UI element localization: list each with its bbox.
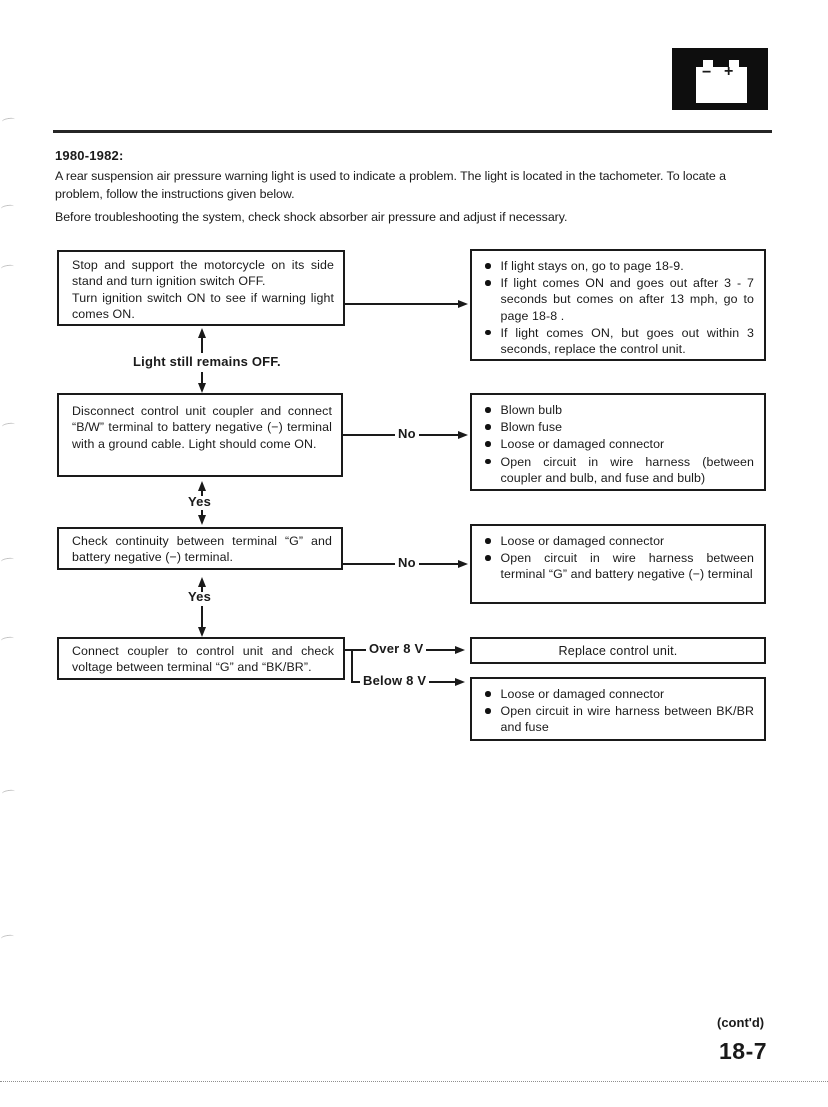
scan-artifact [1, 557, 15, 564]
list-item [472, 402, 764, 418]
arrowhead-right-icon [455, 678, 465, 686]
result-box-2 [470, 393, 766, 491]
no-label-2: No [395, 555, 419, 570]
bullet-icon [485, 424, 491, 430]
result-1-bullet: If light stays on, go to page 18-9. [500, 259, 684, 273]
scan-artifact [1, 204, 15, 211]
result-box-3 [470, 524, 766, 604]
scan-artifact [1, 264, 15, 271]
result-1-bullet: If light comes ON, but goes out within 3 seconds, replace the control unit. [500, 325, 754, 357]
connector-yes-2-bottom [201, 606, 203, 628]
bullet-icon [485, 708, 491, 714]
model-years-heading: 1980-1982: [55, 148, 124, 163]
scan-artifact [1, 636, 15, 643]
step-2-text: Disconnect control unit coupler and connect “B/W” terminal to battery negative (−) terminal with a ground cable. Light should come ON. [72, 404, 332, 451]
list-item [472, 454, 764, 486]
connector-step1-result1 [345, 303, 460, 305]
result-5-bullet: Open circuit in wire harness between BK/BR and fuse [500, 704, 754, 735]
result-4-text: Replace control unit. [558, 643, 678, 658]
scan-artifact [2, 422, 16, 429]
battery-minus-sign: − [702, 64, 712, 81]
step-box-2 [57, 393, 343, 477]
arrowhead-right-icon [458, 560, 468, 568]
intro-paragraph-2: Before troubleshooting the system, check shock absorber air pressure and adjust if necessary. [55, 210, 568, 224]
result-2-bullet: Blown fuse [500, 420, 563, 435]
result-box-5 [470, 677, 766, 741]
bullet-icon [485, 407, 491, 413]
bottom-rule [0, 1081, 828, 1082]
battery-plate [672, 48, 768, 110]
bullet-icon [485, 280, 491, 286]
step-1-text-2: Turn ignition switch ON to see if warning light comes ON. [72, 290, 334, 322]
connector-below-8v-drop [351, 649, 353, 683]
list-item [472, 533, 764, 549]
arrowhead-down-icon [198, 383, 206, 393]
step-box-1 [57, 250, 345, 326]
step-box-3 [57, 527, 343, 570]
list-item [472, 436, 764, 452]
step-3-text: Check continuity between terminal “G” and battery negative (−) terminal. [72, 534, 332, 565]
result-2-bullet: Open circuit in wire harness (between coupler and bulb, and fuse and bulb) [500, 454, 754, 485]
list-item [472, 419, 764, 435]
battery-plus-sign: + [724, 63, 734, 80]
arrowhead-right-icon [458, 431, 468, 439]
list-item [472, 325, 764, 357]
scan-artifact [2, 117, 16, 124]
battery-icon [696, 63, 747, 103]
list-item [472, 686, 764, 702]
result-3-bullet: Loose or damaged connector [500, 534, 665, 548]
scan-artifact [1, 934, 15, 941]
list-item [472, 275, 764, 324]
header-rule [53, 130, 772, 133]
step-1-text-1: Stop and support the motorcycle on its side stand and turn ignition switch OFF. [72, 258, 334, 289]
page-number: 18-7 [719, 1038, 768, 1064]
step-box-4 [57, 637, 345, 680]
list-item [472, 258, 764, 274]
contd-note: (cont'd) [717, 1015, 765, 1030]
arrowhead-down-icon [198, 515, 206, 525]
result-3-bullet: Open circuit in wire harness between terminal “G” and battery negative (−) terminal [500, 551, 754, 582]
connector-light-off-top [201, 337, 203, 353]
bullet-icon [485, 459, 491, 465]
yes-label-1: Yes [188, 494, 212, 509]
result-2-bullet: Blown bulb [500, 403, 563, 417]
bullet-icon [485, 538, 491, 544]
arrowhead-down-icon [198, 627, 206, 637]
result-2-bullet: Loose or damaged connector [500, 437, 665, 452]
bullet-icon [485, 555, 491, 561]
bullet-icon [485, 263, 491, 269]
intro-paragraph-line-2: problem, follow the instructions given below. [55, 187, 295, 201]
light-off-label: Light still remains OFF. [133, 354, 281, 369]
yes-label-2: Yes [188, 589, 212, 604]
arrowhead-right-icon [455, 646, 465, 654]
over-8v-label: Over 8 V [366, 641, 426, 656]
list-item [472, 703, 764, 735]
step-4-text: Connect coupler to control unit and check voltage between terminal “G” and “BK/BR”. [72, 644, 334, 675]
result-1-bullet: If light comes ON and goes out after 3 - 7 seconds but comes on after 13 mph, go to page 18-8 . [500, 276, 754, 323]
bullet-icon [485, 691, 491, 697]
bullet-icon [485, 441, 491, 447]
scan-artifact [2, 789, 16, 796]
result-box-1 [470, 249, 766, 361]
intro-paragraph-line-1: A rear suspension air pressure warning light is used to indicate a problem. The light is located in the tachometer. To locate a [55, 169, 726, 183]
below-8v-label: Below 8 V [360, 673, 429, 688]
list-item [472, 550, 764, 582]
result-box-4 [470, 637, 766, 664]
bullet-icon [485, 330, 491, 336]
arrowhead-right-icon [458, 300, 468, 308]
result-5-bullet: Loose or damaged connector [500, 687, 665, 701]
no-label-1: No [395, 426, 419, 441]
